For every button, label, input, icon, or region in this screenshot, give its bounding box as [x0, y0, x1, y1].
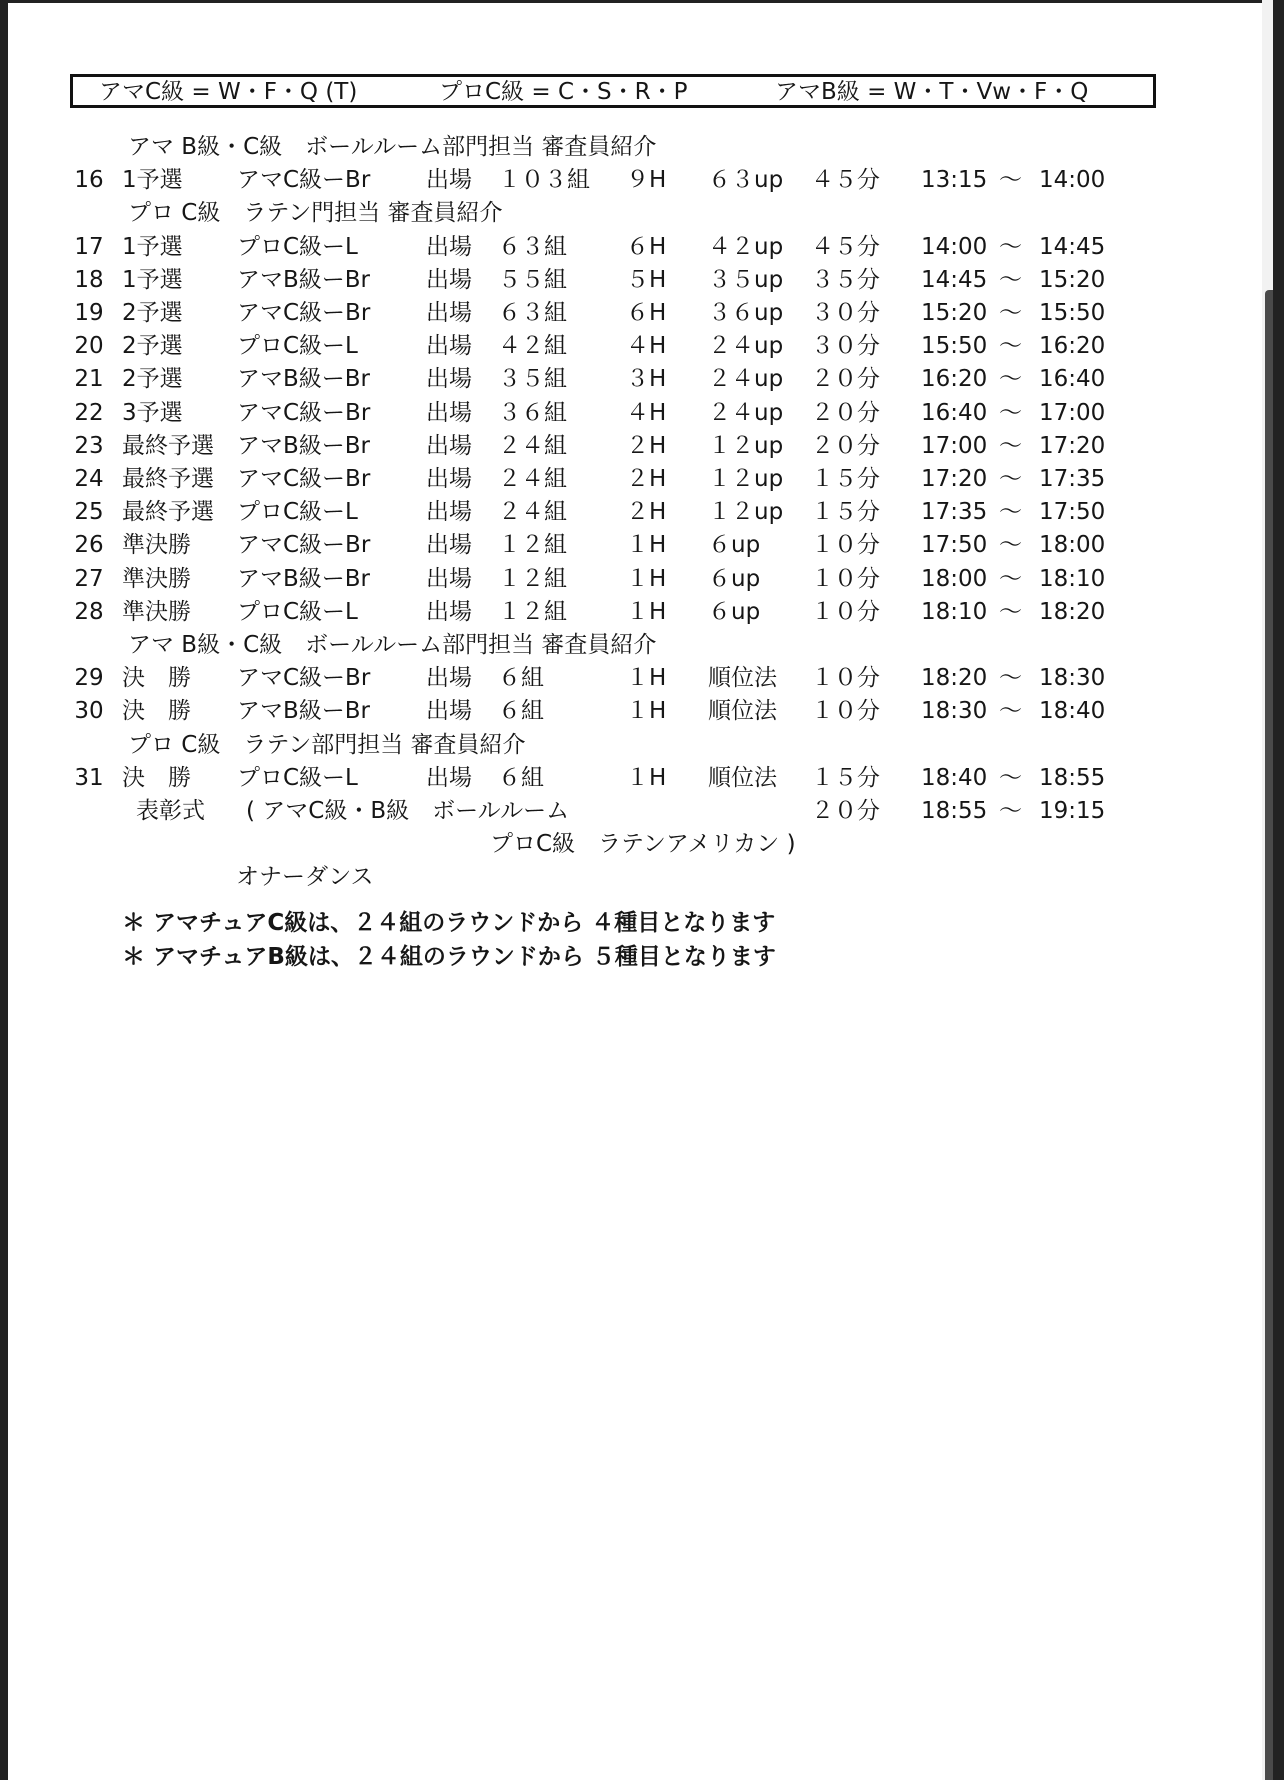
start-time: 18:55	[921, 798, 988, 824]
round-name: 1予選	[122, 167, 183, 194]
event-number: 23	[74, 432, 104, 459]
couples-count: ４２組	[498, 333, 567, 360]
round-name: 準決勝	[122, 598, 191, 625]
heats-count: ２H	[626, 499, 667, 526]
class-name: プロC級ーL	[237, 233, 358, 260]
round-name: 2予選	[122, 333, 183, 360]
entry-label: 出場	[426, 532, 472, 559]
start-time: 18:00	[921, 565, 988, 592]
duration: １０分	[811, 565, 880, 592]
entry-label: 出場	[426, 432, 472, 459]
end-time: 14:00	[1039, 167, 1106, 194]
advance-count: ４２up	[708, 233, 784, 260]
class-name: アマB級ーBr	[237, 698, 371, 725]
entry-label: 出場	[426, 499, 472, 526]
class-name: アマC級ーBr	[237, 300, 371, 326]
event-number: 20	[74, 333, 104, 360]
scrollbar-thumb[interactable]	[1265, 290, 1273, 1780]
class-name: アマC級ーBr	[237, 532, 371, 559]
duration: ２０分	[811, 432, 880, 459]
duration: １０分	[811, 598, 880, 625]
class-name: アマB級ーBr	[237, 432, 371, 459]
advance-count: ２４up	[708, 399, 784, 426]
start-time: 14:00	[921, 233, 988, 260]
tilde: ～	[999, 167, 1022, 194]
event-number: 19	[74, 300, 104, 326]
tilde: ～	[999, 333, 1022, 360]
tilde: ～	[999, 764, 1022, 791]
class-name: アマB級ーBr	[237, 366, 371, 393]
entry-label: 出場	[426, 167, 472, 194]
duration: １０分	[811, 665, 880, 692]
award-ceremony-detail-cont: プロC級 ラテンアメリカン )	[490, 831, 796, 858]
end-time: 17:00	[1039, 399, 1106, 426]
entry-label: 出場	[426, 233, 472, 260]
duration: ３５分	[811, 266, 880, 293]
end-time: 18:40	[1039, 698, 1106, 725]
duration: ３０分	[811, 300, 880, 326]
advance-count: ２４up	[708, 333, 784, 360]
couples-count: ６組	[498, 665, 544, 692]
round-name: 決 勝	[122, 764, 191, 791]
advance-count: ３６up	[708, 300, 784, 326]
round-name: 2予選	[122, 366, 183, 393]
tilde: ～	[999, 698, 1022, 725]
judges-intro-header: アマ B級・C級 ボールルーム部門担当 審査員紹介	[128, 632, 657, 658]
tilde: ～	[999, 499, 1022, 526]
end-time: 18:20	[1039, 598, 1106, 625]
advance-count: ６up	[708, 532, 761, 559]
start-time: 17:50	[921, 532, 988, 559]
duration: １５分	[811, 499, 880, 526]
couples-count: １０３組	[498, 167, 590, 194]
class-name: プロC級ーL	[237, 499, 358, 526]
start-time: 16:40	[921, 399, 988, 426]
couples-count: １２組	[498, 532, 567, 559]
advance-count: 順位法	[708, 764, 777, 791]
event-number: 28	[74, 598, 104, 625]
heats-count: ４H	[626, 333, 667, 360]
couples-count: １２組	[498, 565, 567, 592]
duration: １０分	[811, 698, 880, 725]
start-time: 15:50	[921, 333, 988, 360]
duration: ２０分	[811, 798, 880, 824]
award-ceremony-label: 表彰式	[136, 798, 205, 824]
tilde: ～	[999, 366, 1022, 393]
event-number: 25	[74, 499, 104, 526]
tilde: ～	[999, 300, 1022, 326]
start-time: 13:15	[921, 167, 988, 194]
couples-count: ３５組	[498, 366, 567, 393]
entry-label: 出場	[426, 300, 472, 326]
footnote: ＊ アマチュアC級は、２４組のラウンドから ４種目となります	[122, 910, 776, 936]
judges-intro-header: プロ C級 ラテン部門担当 審査員紹介	[128, 731, 526, 758]
duration: ３０分	[811, 333, 880, 360]
round-name: 準決勝	[122, 532, 191, 559]
advance-count: 順位法	[708, 665, 777, 692]
duration: ２０分	[811, 399, 880, 426]
end-time: 16:40	[1039, 366, 1106, 393]
start-time: 18:10	[921, 598, 988, 625]
entry-label: 出場	[426, 665, 472, 692]
class-name: プロC級ーL	[237, 598, 358, 625]
entry-label: 出場	[426, 764, 472, 791]
round-name: 2予選	[122, 300, 183, 326]
start-time: 15:20	[921, 300, 988, 326]
end-time: 18:55	[1039, 764, 1106, 791]
judges-intro-header: プロ C級 ラテン門担当 審査員紹介	[128, 200, 503, 227]
event-number: 16	[74, 167, 104, 194]
event-number: 29	[74, 665, 104, 692]
round-name: 1予選	[122, 233, 183, 260]
start-time: 17:00	[921, 432, 988, 459]
heats-count: ２H	[626, 466, 667, 492]
tilde: ～	[999, 266, 1022, 293]
entry-label: 出場	[426, 333, 472, 360]
entry-label: 出場	[426, 266, 472, 293]
class-name: プロC級ーL	[237, 764, 358, 791]
end-time: 18:00	[1039, 532, 1106, 559]
class-name: アマC級ーBr	[237, 665, 371, 692]
end-time: 17:20	[1039, 432, 1106, 459]
couples-count: ２４組	[498, 499, 567, 526]
round-name: 1予選	[122, 266, 183, 293]
round-name: 決 勝	[122, 698, 191, 725]
event-number: 21	[74, 366, 104, 393]
advance-count: ６３up	[708, 167, 784, 194]
couples-count: ２４組	[498, 432, 567, 459]
start-time: 18:30	[921, 698, 988, 725]
tilde: ～	[999, 598, 1022, 625]
heats-count: ４H	[626, 399, 667, 426]
class-name: アマB級ーBr	[237, 565, 371, 592]
round-name: 最終予選	[122, 432, 214, 459]
heats-count: ９H	[626, 167, 667, 194]
tilde: ～	[999, 565, 1022, 592]
entry-label: 出場	[426, 399, 472, 426]
heats-count: １H	[626, 698, 667, 725]
heats-count: １H	[626, 764, 667, 791]
advance-count: ６up	[708, 598, 761, 625]
class-name: プロC級ーL	[237, 333, 358, 360]
event-number: 27	[74, 565, 104, 592]
end-time: 16:20	[1039, 333, 1106, 360]
advance-count: ６up	[708, 565, 761, 592]
start-time: 18:40	[921, 764, 988, 791]
end-time: 18:30	[1039, 665, 1106, 692]
tilde: ～	[999, 432, 1022, 459]
event-number: 22	[74, 399, 104, 426]
dance-legend-box	[70, 74, 1156, 108]
entry-label: 出場	[426, 366, 472, 393]
end-time: 17:50	[1039, 499, 1106, 526]
heats-count: １H	[626, 565, 667, 592]
advance-count: １２up	[708, 499, 784, 526]
entry-label: 出場	[426, 698, 472, 725]
end-time: 14:45	[1039, 233, 1106, 260]
heats-count: ６H	[626, 233, 667, 260]
heats-count: ３H	[626, 366, 667, 393]
start-time: 18:20	[921, 665, 988, 692]
couples-count: ６組	[498, 698, 544, 725]
heats-count: ６H	[626, 300, 667, 326]
duration: ４５分	[811, 167, 880, 194]
advance-count: １２up	[708, 466, 784, 492]
heats-count: ５H	[626, 266, 667, 293]
round-name: 決 勝	[122, 665, 191, 692]
couples-count: ６３組	[498, 300, 567, 326]
duration: １０分	[811, 532, 880, 559]
couples-count: ６組	[498, 764, 544, 791]
legend-ama-b: アマB級 = W・T・Vw・F・Q	[775, 79, 1089, 105]
couples-count: ６３組	[498, 233, 567, 260]
duration: １５分	[811, 466, 880, 492]
event-number: 18	[74, 266, 104, 293]
end-time: 15:50	[1039, 300, 1106, 326]
legend-pro-c: プロC級 = C・S・R・P	[439, 79, 688, 105]
couples-count: ３６組	[498, 399, 567, 426]
couples-count: ５５組	[498, 266, 567, 293]
heats-count: １H	[626, 532, 667, 559]
start-time: 17:35	[921, 499, 988, 526]
tilde: ～	[999, 665, 1022, 692]
event-number: 26	[74, 532, 104, 559]
judges-intro-header: アマ B級・C級 ボールルーム部門担当 審査員紹介	[128, 134, 657, 160]
award-ceremony-detail: ( アマC級・B級 ボールルーム	[246, 798, 570, 824]
duration: ２０分	[811, 366, 880, 393]
duration: ４５分	[811, 233, 880, 260]
entry-label: 出場	[426, 598, 472, 625]
heats-count: ２H	[626, 432, 667, 459]
end-time: 15:20	[1039, 266, 1106, 293]
advance-count: 順位法	[708, 698, 777, 725]
advance-count: １２up	[708, 432, 784, 459]
honor-dance-label: オナーダンス	[236, 864, 374, 891]
class-name: アマC級ーBr	[237, 399, 371, 426]
tilde: ～	[999, 399, 1022, 426]
heats-count: １H	[626, 598, 667, 625]
start-time: 14:45	[921, 266, 988, 293]
footnote: ＊ アマチュアB級は、２４組のラウンドから ５種目となります	[122, 944, 776, 970]
advance-count: ２４up	[708, 366, 784, 393]
class-name: アマB級ーBr	[237, 266, 371, 293]
event-number: 30	[74, 698, 104, 725]
class-name: アマC級ーBr	[237, 167, 371, 194]
duration: １５分	[811, 764, 880, 791]
couples-count: ２４組	[498, 466, 567, 492]
round-name: 最終予選	[122, 499, 214, 526]
class-name: アマC級ーBr	[237, 466, 371, 492]
round-name: 準決勝	[122, 565, 191, 592]
couples-count: １２組	[498, 598, 567, 625]
tilde: ～	[999, 466, 1022, 492]
end-time: 17:35	[1039, 466, 1106, 492]
entry-label: 出場	[426, 565, 472, 592]
event-number: 24	[74, 466, 104, 492]
entry-label: 出場	[426, 466, 472, 492]
event-number: 17	[74, 233, 104, 260]
advance-count: ３５up	[708, 266, 784, 293]
tilde: ～	[999, 798, 1022, 824]
start-time: 16:20	[921, 366, 988, 393]
end-time: 18:10	[1039, 565, 1106, 592]
heats-count: １H	[626, 665, 667, 692]
round-name: 最終予選	[122, 466, 214, 492]
legend-ama-c: アマC級 = W・F・Q (T)	[99, 79, 358, 105]
tilde: ～	[999, 532, 1022, 559]
event-number: 31	[74, 764, 104, 791]
tilde: ～	[999, 233, 1022, 260]
start-time: 17:20	[921, 466, 988, 492]
round-name: 3予選	[122, 399, 183, 426]
end-time: 19:15	[1039, 798, 1106, 824]
